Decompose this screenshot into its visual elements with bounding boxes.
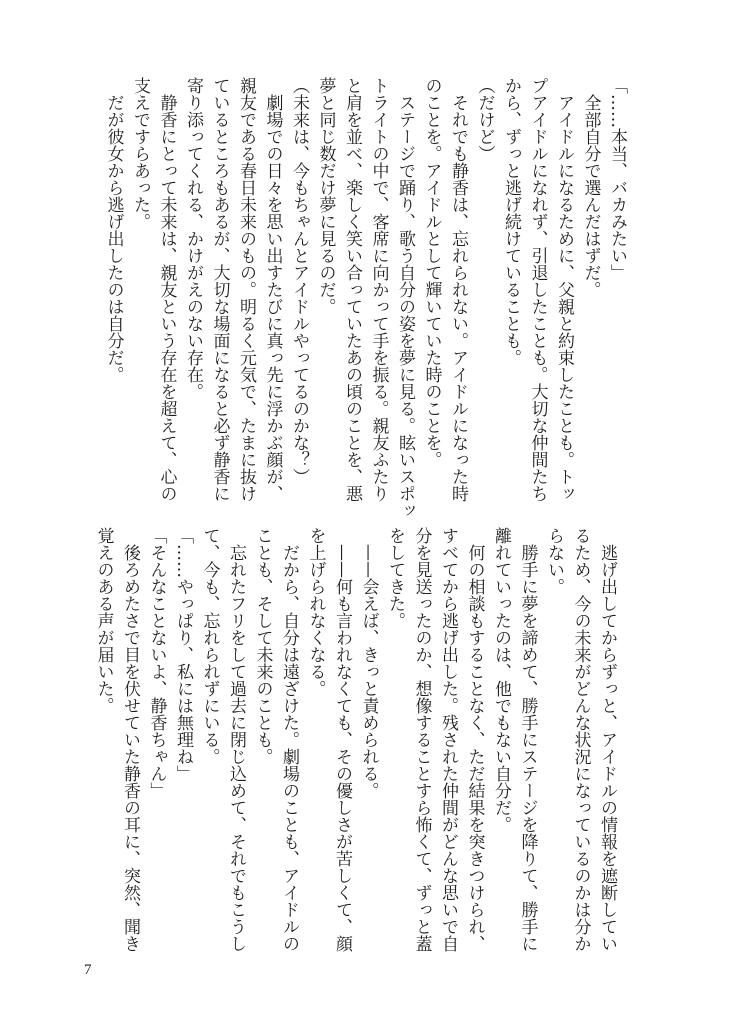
text-column: それでも静香は、忘れられない。アイドルになった時 [448,77,468,502]
text-column: 何の相談もすることなく、ただ結果を突きつけられ、 [464,527,485,952]
text-column: （未来は、今もちゃんとアイドルやってるのかな？） [289,77,309,485]
text-column: 覚えのある声が届いた。 [93,527,114,714]
text-column: 劇場での日々を思い出すたびに真っ先に浮かぶ顔が、 [262,77,283,502]
text-column: だから、自分は遠ざけた。劇場のことも、アイドルの [279,527,299,952]
text-column: 忘れたフリをして過去に閉じ込めて、それでもこうし [226,527,246,952]
text-column: アイドルになるために、父親と約束したことも。トッ [554,77,574,502]
text-column: 支えですらあった。 [130,77,150,230]
text-column: ——会えば、きっと責められる。 [358,527,379,799]
text-column: （だけど） [474,77,495,162]
text-column: 離れていったのは、他でもない自分だ。 [491,527,511,833]
text-column: て、今も、忘れられずにいる。 [199,527,220,765]
text-column: 逃げ出してからずっと、アイドルの情報を遮断してい [597,527,617,952]
lower-text-block [90,527,620,952]
text-column: 静香にとって未来は、親友という存在を超えて、心の [156,77,177,502]
text-column: 後ろめたさで目を伏せていた静香の耳に、突然、聞き [120,527,140,952]
text-column: ——何も言われなくても、その優しさが苦しくて、顔 [332,527,352,952]
text-column: すべてから逃げ出した。残された仲間がどんな思いで自 [438,527,458,952]
text-column: トライトの中で、客席に向かって手を振る。親友ふたり [368,77,389,502]
text-column: 分を見送ったのか、想像することすら怖くて、ずっと蓋 [411,527,432,952]
text-column: ているところもあるが、大切な場面になると必ず静香に [209,77,230,502]
text-column: をしてきた。 [385,527,405,629]
text-column: から、ずっと逃げ続けていることも。 [501,77,521,366]
text-column: 勝手に夢を諦めて、勝手にステージを降りて、勝手に [517,527,538,952]
text-column: だが彼女から逃げ出したのは自分だ。 [103,77,124,383]
text-column: のことを。アイドルとして輝いていた時のことを。 [421,77,442,468]
text-column: 夢と同じ数だけ夢に見るのだ。 [315,77,336,315]
text-column: 「……やっぱり、私には無理ね」 [173,527,193,782]
text-column: と肩を並べ、楽しく笑い合っていたあの頃のことを、悪 [342,77,362,502]
text-column: ことも、そして未来のことも。 [252,527,273,765]
text-column: 親友である春日未来のもの。明るく元気で、たまに抜け [236,77,256,502]
text-column: ステージで踊り、歌う自分の姿を夢に見る。眩いスポッ [395,77,415,519]
text-column: 「……本当、バカみたい」 [607,77,627,281]
text-column: 「そんなことないよ、静香ちゃん」 [146,527,167,799]
text-column: プアイドルになれず、引退したことも。大切な仲間たち [527,77,548,502]
upper-text-block [100,77,630,519]
text-column: らない。 [544,527,564,595]
text-column: を上げられなくなる。 [305,527,326,697]
text-column: 全部自分で選んだはずだ。 [580,77,601,298]
text-column: 寄り添ってくれる、かけがえのない存在。 [183,77,203,400]
page-number: 7 [84,962,92,978]
text-column: るため、今の未来がどんな状況になっているのかは分か [570,527,591,952]
